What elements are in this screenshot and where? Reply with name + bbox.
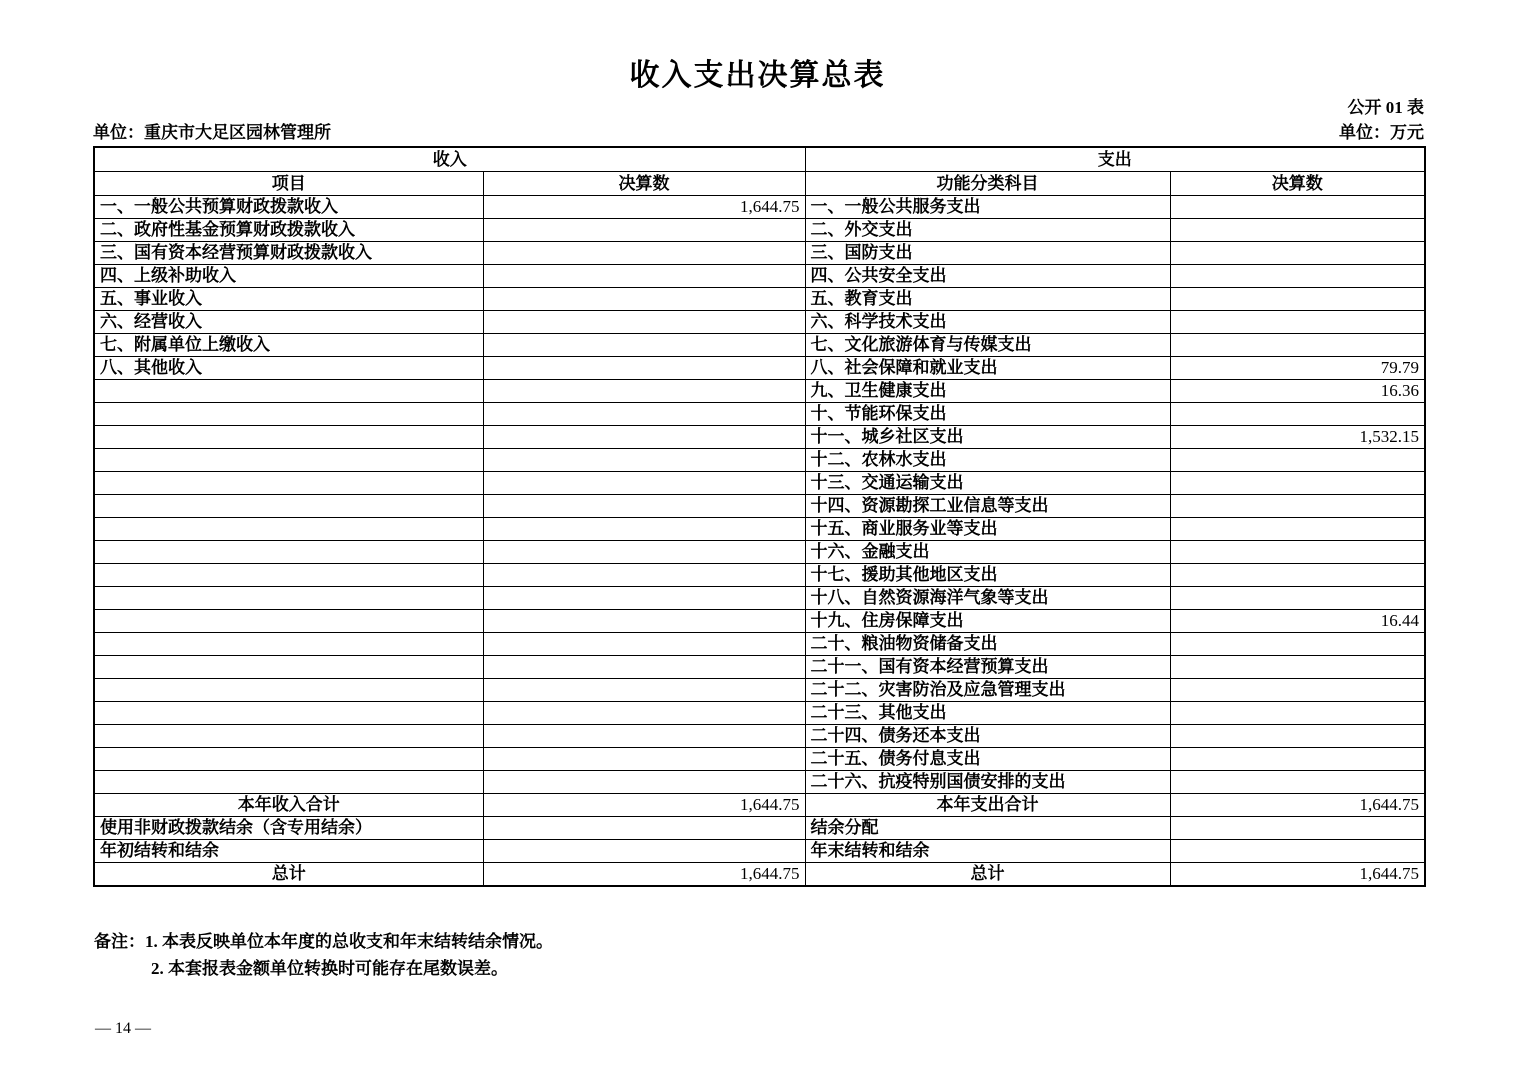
notes — [94, 928, 553, 982]
expense-amount-cell — [1170, 403, 1425, 426]
expense-amount-cell — [1170, 288, 1425, 311]
income-item-cell: 四、上级补助收入 — [94, 265, 483, 288]
income-item-cell — [94, 633, 483, 656]
table-row — [94, 242, 1425, 265]
income-item-cell: 一、一般公共预算财政拨款收入 — [94, 196, 483, 219]
expense-amount-cell — [1170, 587, 1425, 610]
table-row — [94, 311, 1425, 334]
expense-amount-cell — [1170, 725, 1425, 748]
summary-table — [93, 146, 1426, 887]
income-item-cell — [94, 426, 483, 449]
income-amount-cell — [483, 288, 805, 311]
table-row — [94, 380, 1425, 403]
expense-amount-cell — [1170, 334, 1425, 357]
expense-item-cell: 本年支出合计 — [805, 794, 1170, 817]
table-row — [94, 219, 1425, 242]
income-item-cell — [94, 541, 483, 564]
table-body — [94, 196, 1425, 887]
income-item-cell: 总计 — [94, 863, 483, 887]
income-item-cell: 六、经营收入 — [94, 311, 483, 334]
table-row — [94, 196, 1425, 219]
expense-item-cell: 十一、城乡社区支出 — [805, 426, 1170, 449]
expense-amount-cell: 1,644.75 — [1170, 794, 1425, 817]
page-number: — 14 — — [95, 1020, 151, 1037]
income-amount-cell — [483, 449, 805, 472]
income-amount-cell — [483, 748, 805, 771]
table-row — [94, 794, 1425, 817]
income-item-cell — [94, 472, 483, 495]
income-amount-cell — [483, 633, 805, 656]
expense-amount-cell — [1170, 196, 1425, 219]
income-item-cell: 五、事业收入 — [94, 288, 483, 311]
expense-section-header: 支出 — [805, 147, 1425, 172]
income-item-cell — [94, 656, 483, 679]
expense-amount-cell — [1170, 265, 1425, 288]
table-row — [94, 771, 1425, 794]
income-item-cell — [94, 610, 483, 633]
expense-amount-cell — [1170, 518, 1425, 541]
income-amount-cell — [483, 840, 805, 863]
expense-item-cell: 九、卫生健康支出 — [805, 380, 1170, 403]
income-item-cell — [94, 771, 483, 794]
expense-amount-cell — [1170, 541, 1425, 564]
expense-amount-cell — [1170, 817, 1425, 840]
income-amount-cell — [483, 403, 805, 426]
income-amount-cell — [483, 679, 805, 702]
expense-amount-cell: 16.44 — [1170, 610, 1425, 633]
income-item-cell — [94, 449, 483, 472]
expense-amount-cell — [1170, 472, 1425, 495]
expense-item-cell: 结余分配 — [805, 817, 1170, 840]
income-amount-cell — [483, 725, 805, 748]
table-row — [94, 265, 1425, 288]
income-item-cell: 七、附属单位上缴收入 — [94, 334, 483, 357]
table-row — [94, 633, 1425, 656]
table-row — [94, 610, 1425, 633]
expense-amount-cell — [1170, 242, 1425, 265]
income-item-cell: 二、政府性基金预算财政拨款收入 — [94, 219, 483, 242]
income-amount-cell — [483, 817, 805, 840]
expense-item-cell: 二十三、其他支出 — [805, 702, 1170, 725]
section-header-row — [94, 147, 1425, 172]
expense-item-cell: 二十一、国有资本经营预算支出 — [805, 656, 1170, 679]
table-row — [94, 725, 1425, 748]
income-item-cell — [94, 587, 483, 610]
table-row — [94, 495, 1425, 518]
expense-item-cell: 二十、粮油物资储备支出 — [805, 633, 1170, 656]
income-amount-cell — [483, 587, 805, 610]
income-amount-cell: 1,644.75 — [483, 794, 805, 817]
income-amount-cell — [483, 311, 805, 334]
unit-label: 单位：重庆市大足区园林管理所 — [93, 123, 331, 142]
expense-item-cell: 十五、商业服务业等支出 — [805, 518, 1170, 541]
table-row — [94, 426, 1425, 449]
income-amount-cell — [483, 219, 805, 242]
expense-amount-column-header: 决算数 — [1170, 172, 1425, 196]
table-row — [94, 449, 1425, 472]
income-item-cell — [94, 564, 483, 587]
income-amount-cell — [483, 426, 805, 449]
table-row — [94, 702, 1425, 725]
expense-amount-cell — [1170, 311, 1425, 334]
table-row — [94, 656, 1425, 679]
table-row — [94, 679, 1425, 702]
income-amount-column-header: 决算数 — [483, 172, 805, 196]
expense-amount-cell — [1170, 449, 1425, 472]
expense-amount-cell — [1170, 771, 1425, 794]
income-item-cell — [94, 702, 483, 725]
expense-item-cell: 四、公共安全支出 — [805, 265, 1170, 288]
income-amount-cell — [483, 242, 805, 265]
expense-item-cell: 二十六、抗疫特别国债安排的支出 — [805, 771, 1170, 794]
table-code-label: 公开 01 表 — [1347, 98, 1424, 117]
income-item-cell — [94, 495, 483, 518]
expense-item-cell: 二十四、债务还本支出 — [805, 725, 1170, 748]
expense-amount-cell — [1170, 840, 1425, 863]
expense-item-cell: 十七、援助其他地区支出 — [805, 564, 1170, 587]
table-row — [94, 817, 1425, 840]
expense-amount-cell: 79.79 — [1170, 357, 1425, 380]
table-row — [94, 472, 1425, 495]
income-amount-cell — [483, 564, 805, 587]
expense-amount-cell: 1,644.75 — [1170, 863, 1425, 887]
expense-item-cell: 八、社会保障和就业支出 — [805, 357, 1170, 380]
expense-item-cell: 二十二、灾害防治及应急管理支出 — [805, 679, 1170, 702]
income-item-cell: 年初结转和结余 — [94, 840, 483, 863]
page-title: 收入支出决算总表 — [629, 59, 886, 92]
expense-item-cell: 七、文化旅游体育与传媒支出 — [805, 334, 1170, 357]
expense-amount-cell — [1170, 219, 1425, 242]
income-item-cell — [94, 748, 483, 771]
expense-item-cell: 六、科学技术支出 — [805, 311, 1170, 334]
income-item-column-header: 项目 — [94, 172, 483, 196]
income-amount-cell — [483, 610, 805, 633]
expense-amount-cell — [1170, 656, 1425, 679]
expense-amount-cell — [1170, 495, 1425, 518]
income-item-cell — [94, 679, 483, 702]
income-amount-cell — [483, 265, 805, 288]
expense-amount-cell: 16.36 — [1170, 380, 1425, 403]
table-row — [94, 587, 1425, 610]
income-amount-cell — [483, 472, 805, 495]
meta-row — [93, 118, 1424, 143]
income-amount-cell — [483, 380, 805, 403]
expense-item-cell: 十八、自然资源海洋气象等支出 — [805, 587, 1170, 610]
expense-amount-cell — [1170, 748, 1425, 771]
income-amount-cell — [483, 771, 805, 794]
expense-amount-cell — [1170, 702, 1425, 725]
table-row — [94, 541, 1425, 564]
income-item-cell — [94, 725, 483, 748]
table-row — [94, 748, 1425, 771]
table-row — [94, 564, 1425, 587]
expense-item-cell: 二十五、债务付息支出 — [805, 748, 1170, 771]
currency-unit-label: 单位：万元 — [1339, 123, 1424, 142]
income-item-cell: 本年收入合计 — [94, 794, 483, 817]
expense-item-column-header: 功能分类科目 — [805, 172, 1170, 196]
income-section-header: 收入 — [94, 147, 805, 172]
income-item-cell: 八、其他收入 — [94, 357, 483, 380]
income-amount-cell — [483, 702, 805, 725]
income-item-cell: 三、国有资本经营预算财政拨款收入 — [94, 242, 483, 265]
table-row — [94, 357, 1425, 380]
expense-amount-cell — [1170, 679, 1425, 702]
table-row — [94, 840, 1425, 863]
expense-item-cell: 三、国防支出 — [805, 242, 1170, 265]
expense-item-cell: 十、节能环保支出 — [805, 403, 1170, 426]
income-amount-cell: 1,644.75 — [483, 863, 805, 887]
income-item-cell — [94, 403, 483, 426]
table-row — [94, 518, 1425, 541]
income-amount-cell — [483, 518, 805, 541]
expense-item-cell: 总计 — [805, 863, 1170, 887]
expense-item-cell: 十三、交通运输支出 — [805, 472, 1170, 495]
income-amount-cell — [483, 357, 805, 380]
income-amount-cell — [483, 495, 805, 518]
income-item-cell: 使用非财政拨款结余（含专用结余） — [94, 817, 483, 840]
income-amount-cell: 1,644.75 — [483, 196, 805, 219]
note-line-2: 2. 本套报表金额单位转换时可能存在尾数误差。 — [151, 959, 508, 978]
note-line-1: 备注：1. 本表反映单位本年度的总收支和年末结转结余情况。 — [94, 932, 553, 951]
expense-item-cell: 十六、金融支出 — [805, 541, 1170, 564]
expense-item-cell: 二、外交支出 — [805, 219, 1170, 242]
expense-item-cell: 十九、住房保障支出 — [805, 610, 1170, 633]
expense-item-cell: 五、教育支出 — [805, 288, 1170, 311]
income-amount-cell — [483, 541, 805, 564]
expense-item-cell: 十四、资源勘探工业信息等支出 — [805, 495, 1170, 518]
expense-amount-cell — [1170, 633, 1425, 656]
expense-item-cell: 十二、农林水支出 — [805, 449, 1170, 472]
income-amount-cell — [483, 656, 805, 679]
expense-item-cell: 年末结转和结余 — [805, 840, 1170, 863]
table-row — [94, 863, 1425, 887]
income-amount-cell — [483, 334, 805, 357]
table-row — [94, 403, 1425, 426]
expense-item-cell: 一、一般公共服务支出 — [805, 196, 1170, 219]
table-row — [94, 334, 1425, 357]
expense-amount-cell — [1170, 564, 1425, 587]
income-item-cell — [94, 518, 483, 541]
table-row — [94, 288, 1425, 311]
column-header-row — [94, 172, 1425, 196]
expense-amount-cell: 1,532.15 — [1170, 426, 1425, 449]
income-item-cell — [94, 380, 483, 403]
